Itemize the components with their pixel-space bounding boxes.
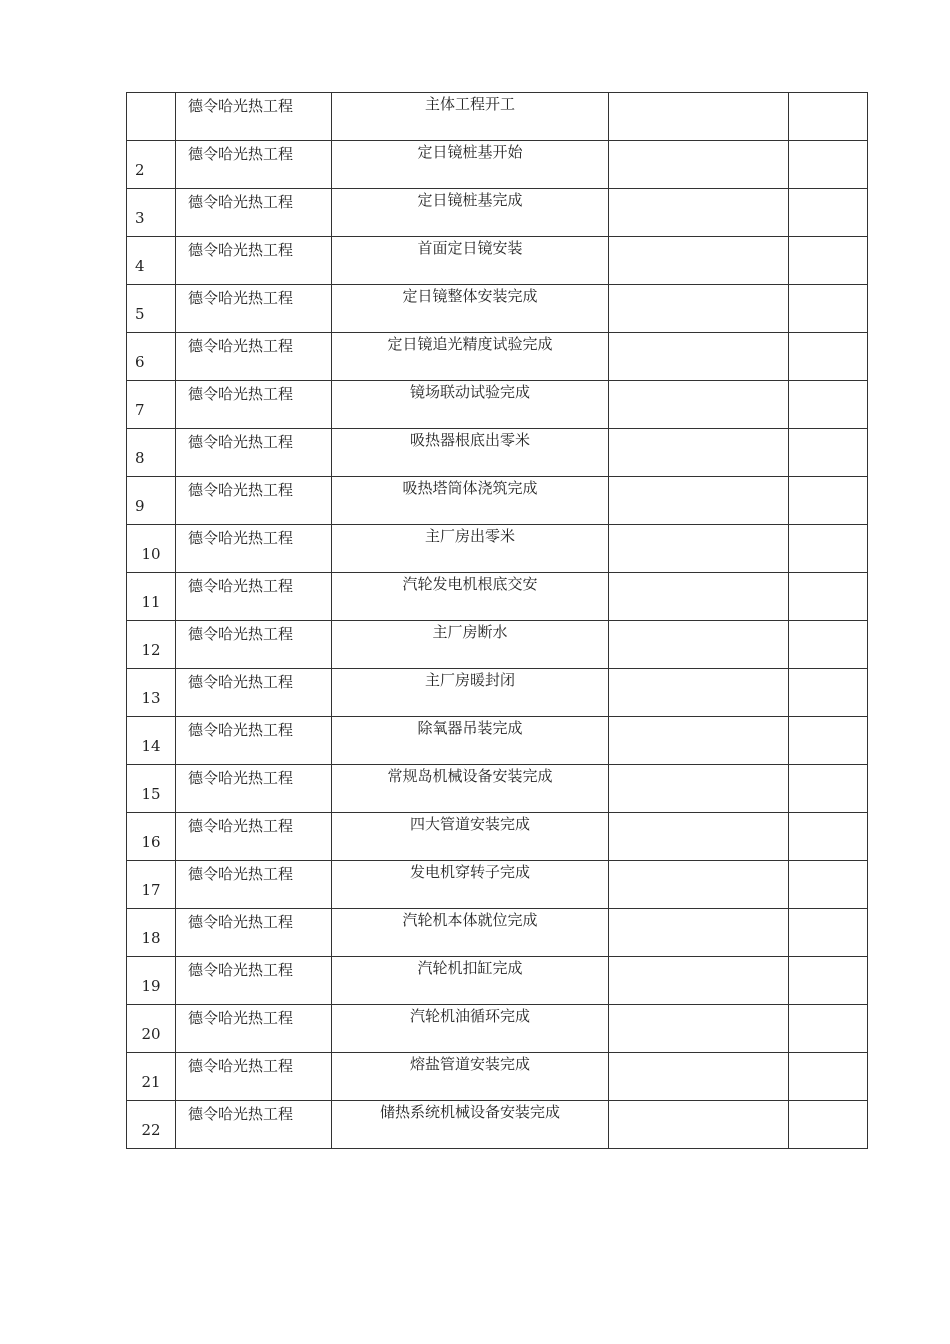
row-number-cell: [127, 237, 176, 285]
milestone-name: 汽轮机油循环完成: [409, 1007, 530, 1025]
table-row: [127, 621, 868, 669]
empty-cell: [789, 477, 868, 525]
table-row: [127, 381, 868, 429]
empty-cell: [609, 429, 789, 477]
row-number: [127, 109, 175, 113]
table-row: [127, 813, 868, 861]
project-name: 德令哈光热工程: [188, 193, 294, 211]
row-number: 3: [135, 209, 145, 227]
row-number: 15: [141, 785, 161, 803]
row-number: 9: [135, 497, 145, 515]
milestone-name: 汽轮机扣缸完成: [417, 959, 523, 977]
project-cell: [176, 669, 332, 717]
row-number-cell: [127, 861, 176, 909]
project-cell: [176, 141, 332, 189]
milestone-name: 汽轮发电机根底交安: [402, 575, 538, 593]
project-cell: [176, 1053, 332, 1101]
milestone-table-body: [127, 93, 868, 1149]
project-cell: [176, 381, 332, 429]
row-number: 4: [135, 257, 145, 275]
table-row: [127, 189, 868, 237]
milestone-cell: [332, 669, 609, 717]
project-name: 德令哈光热工程: [188, 337, 294, 355]
milestone-name: 定日镜桩基开始: [417, 143, 523, 161]
empty-cell: [789, 669, 868, 717]
milestone-name: 镜场联动试验完成: [409, 383, 530, 401]
empty-cell: [609, 957, 789, 1005]
row-number: 2: [135, 161, 145, 179]
table-row: [127, 477, 868, 525]
row-number: 12: [141, 641, 161, 659]
milestone-name: 储热系统机械设备安装完成: [379, 1103, 560, 1121]
project-name: 德令哈光热工程: [188, 145, 294, 163]
milestone-name: 除氧器吊装完成: [417, 719, 523, 737]
milestone-cell: [332, 909, 609, 957]
empty-cell: [789, 621, 868, 669]
table-row: [127, 717, 868, 765]
project-cell: [176, 93, 332, 141]
project-cell: [176, 525, 332, 573]
milestone-cell: [332, 1005, 609, 1053]
table-row: [127, 765, 868, 813]
table-row: [127, 669, 868, 717]
project-cell: [176, 333, 332, 381]
milestone-name: 定日镜追光精度试验完成: [387, 335, 553, 353]
empty-cell: [609, 669, 789, 717]
empty-cell: [789, 573, 868, 621]
milestone-name: 吸热塔筒体浇筑完成: [402, 479, 538, 497]
empty-cell: [789, 285, 868, 333]
project-name: 德令哈光热工程: [188, 865, 294, 883]
project-name: 德令哈光热工程: [188, 817, 294, 835]
empty-cell: [789, 237, 868, 285]
milestone-name: 常规岛机械设备安装完成: [387, 767, 553, 785]
project-cell: [176, 765, 332, 813]
project-cell: [176, 189, 332, 237]
empty-cell: [789, 141, 868, 189]
project-cell: [176, 429, 332, 477]
project-name: 德令哈光热工程: [188, 385, 294, 403]
row-number-cell: [127, 1101, 176, 1149]
milestone-name: 主厂房出零米: [424, 527, 515, 545]
milestone-name: 主厂房暖封闭: [424, 671, 515, 689]
empty-cell: [789, 1101, 868, 1149]
table-row: [127, 1053, 868, 1101]
row-number-cell: [127, 669, 176, 717]
row-number: 7: [135, 401, 145, 419]
row-number-cell: [127, 717, 176, 765]
empty-cell: [609, 381, 789, 429]
empty-cell: [609, 861, 789, 909]
row-number-cell: [127, 333, 176, 381]
table-row: [127, 141, 868, 189]
milestone-cell: [332, 93, 609, 141]
milestone-cell: [332, 333, 609, 381]
row-number-cell: [127, 285, 176, 333]
project-name: 德令哈光热工程: [188, 625, 294, 643]
milestone-name: 熔盐管道安装完成: [409, 1055, 530, 1073]
milestone-name: 定日镜整体安装完成: [402, 287, 538, 305]
empty-cell: [609, 909, 789, 957]
milestone-cell: [332, 189, 609, 237]
milestone-name: 主体工程开工: [424, 95, 515, 113]
empty-cell: [609, 93, 789, 141]
milestone-name: 主厂房断水: [432, 623, 508, 641]
milestone-cell: [332, 381, 609, 429]
project-name: 德令哈光热工程: [188, 1009, 294, 1027]
row-number: 21: [141, 1073, 161, 1091]
empty-cell: [789, 525, 868, 573]
empty-cell: [609, 237, 789, 285]
milestone-cell: [332, 573, 609, 621]
row-number: 17: [141, 881, 161, 899]
empty-cell: [609, 333, 789, 381]
table-row: [127, 237, 868, 285]
empty-cell: [789, 93, 868, 141]
project-name: 德令哈光热工程: [188, 289, 294, 307]
project-cell: [176, 717, 332, 765]
row-number-cell: [127, 573, 176, 621]
empty-cell: [609, 765, 789, 813]
empty-cell: [609, 189, 789, 237]
empty-cell: [609, 717, 789, 765]
project-name: 德令哈光热工程: [188, 97, 294, 115]
table-row: [127, 909, 868, 957]
empty-cell: [609, 621, 789, 669]
empty-cell: [789, 1053, 868, 1101]
row-number: 18: [141, 929, 161, 947]
project-cell: [176, 573, 332, 621]
row-number-cell: [127, 765, 176, 813]
table-row: [127, 957, 868, 1005]
row-number: 5: [135, 305, 145, 323]
row-number-cell: [127, 1005, 176, 1053]
table-row: [127, 285, 868, 333]
table-row: [127, 861, 868, 909]
empty-cell: [609, 1005, 789, 1053]
empty-cell: [609, 525, 789, 573]
row-number: 10: [141, 545, 161, 563]
project-name: 德令哈光热工程: [188, 673, 294, 691]
milestone-cell: [332, 861, 609, 909]
empty-cell: [609, 573, 789, 621]
empty-cell: [789, 861, 868, 909]
table-row: [127, 93, 868, 141]
milestone-cell: [332, 1101, 609, 1149]
empty-cell: [789, 189, 868, 237]
row-number-cell: [127, 93, 176, 141]
project-name: 德令哈光热工程: [188, 481, 294, 499]
milestone-cell: [332, 1053, 609, 1101]
milestone-cell: [332, 813, 609, 861]
project-cell: [176, 621, 332, 669]
empty-cell: [609, 1053, 789, 1101]
project-cell: [176, 957, 332, 1005]
milestone-cell: [332, 621, 609, 669]
row-number-cell: [127, 1053, 176, 1101]
empty-cell: [789, 813, 868, 861]
project-name: 德令哈光热工程: [188, 913, 294, 931]
row-number: 6: [135, 353, 145, 371]
milestone-cell: [332, 765, 609, 813]
row-number-cell: [127, 141, 176, 189]
project-cell: [176, 813, 332, 861]
milestone-name: 发电机穿转子完成: [409, 863, 530, 881]
project-cell: [176, 285, 332, 333]
milestone-cell: [332, 285, 609, 333]
row-number: 14: [141, 737, 161, 755]
project-name: 德令哈光热工程: [188, 961, 294, 979]
row-number-cell: [127, 477, 176, 525]
project-cell: [176, 237, 332, 285]
empty-cell: [789, 957, 868, 1005]
milestone-name: 定日镜桩基完成: [417, 191, 523, 209]
empty-cell: [789, 381, 868, 429]
row-number-cell: [127, 189, 176, 237]
project-cell: [176, 1005, 332, 1053]
empty-cell: [789, 333, 868, 381]
table-row: [127, 525, 868, 573]
milestone-cell: [332, 141, 609, 189]
row-number: 16: [141, 833, 161, 851]
empty-cell: [789, 909, 868, 957]
project-name: 德令哈光热工程: [188, 721, 294, 739]
row-number-cell: [127, 957, 176, 1005]
project-name: 德令哈光热工程: [188, 1105, 294, 1123]
row-number-cell: [127, 525, 176, 573]
row-number-cell: [127, 381, 176, 429]
milestone-cell: [332, 525, 609, 573]
project-cell: [176, 861, 332, 909]
empty-cell: [609, 141, 789, 189]
row-number: 11: [141, 593, 161, 611]
project-name: 德令哈光热工程: [188, 529, 294, 547]
empty-cell: [609, 1101, 789, 1149]
row-number-cell: [127, 429, 176, 477]
milestone-cell: [332, 237, 609, 285]
row-number-cell: [127, 621, 176, 669]
project-cell: [176, 909, 332, 957]
table-row: [127, 333, 868, 381]
project-cell: [176, 1101, 332, 1149]
empty-cell: [609, 813, 789, 861]
project-name: 德令哈光热工程: [188, 769, 294, 787]
project-name: 德令哈光热工程: [188, 577, 294, 595]
project-name: 德令哈光热工程: [188, 433, 294, 451]
empty-cell: [609, 285, 789, 333]
milestone-name: 汽轮机本体就位完成: [402, 911, 538, 929]
milestone-cell: [332, 477, 609, 525]
row-number: 8: [135, 449, 145, 467]
row-number: 19: [141, 977, 161, 995]
table-row: [127, 429, 868, 477]
milestone-table: [126, 92, 868, 1149]
table-row: [127, 1005, 868, 1053]
milestone-name: 吸热器根底出零米: [409, 431, 530, 449]
row-number-cell: [127, 813, 176, 861]
empty-cell: [609, 477, 789, 525]
milestone-name: 首面定日镜安装: [417, 239, 523, 257]
project-name: 德令哈光热工程: [188, 1057, 294, 1075]
row-number: 13: [141, 689, 161, 707]
milestone-cell: [332, 429, 609, 477]
empty-cell: [789, 717, 868, 765]
project-cell: [176, 477, 332, 525]
project-name: 德令哈光热工程: [188, 241, 294, 259]
empty-cell: [789, 765, 868, 813]
empty-cell: [789, 1005, 868, 1053]
row-number: 20: [141, 1025, 161, 1043]
table-row: [127, 573, 868, 621]
milestone-cell: [332, 957, 609, 1005]
milestone-name: 四大管道安装完成: [409, 815, 530, 833]
milestone-cell: [332, 717, 609, 765]
empty-cell: [789, 429, 868, 477]
row-number-cell: [127, 909, 176, 957]
table-row: [127, 1101, 868, 1149]
row-number: 22: [141, 1121, 161, 1139]
